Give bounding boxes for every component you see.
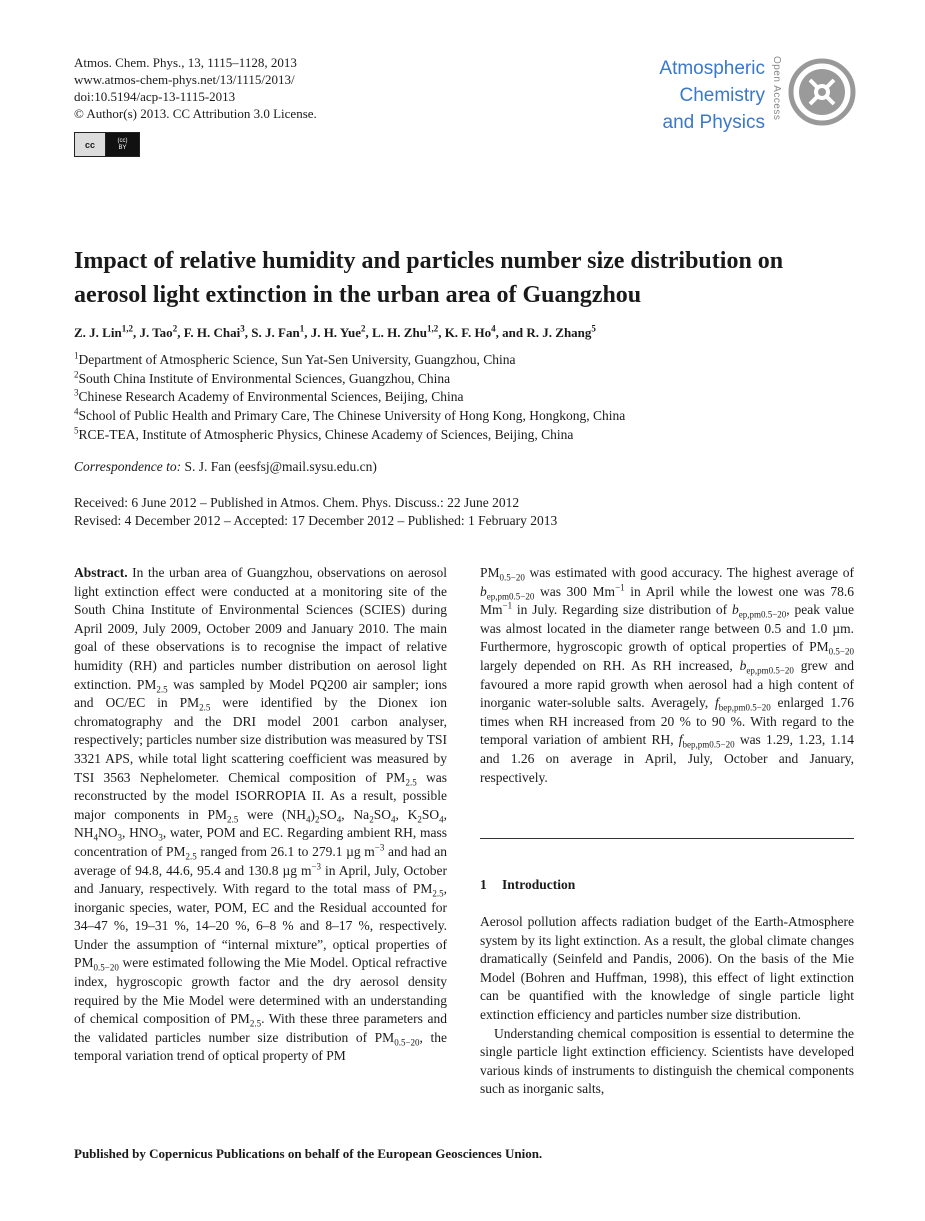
cc-icon: cc [75,133,106,156]
section-divider [480,838,854,839]
affiliation-5: $^5$RCE-TEA, Institute of Atmospheric Physics, Chinese Academy of Sciences, Beijing, China [74,425,574,442]
abstract-label: Abstract. [74,565,128,580]
affiliation-1: $^1$Department of Atmospheric Science, Sun Yat-Sen University, Guangzhou, China [74,350,516,367]
citation: Atmos. Chem. Phys., 13, 1115–1128, 2013 [74,55,297,70]
journal-line-1: Atmospheric [659,58,765,79]
journal-url[interactable]: www.atmos-chem-phys.net/13/1115/2013/ [74,72,295,87]
journal-line-2: Chemistry [679,85,765,106]
correspondence-email[interactable]: S. J. Fan (eesfsj@mail.sysu.edu.cn) [184,459,377,474]
paper-title: Impact of relative humidity and particles number size distribution on aerosol light extinction in the urban area of Guangzhou [74,248,784,308]
journal-name [659,55,765,136]
cc-badge-by: BY [118,144,127,151]
abstract-column-2: $PM_{0.5-20}$ was estimated with good accuracy. The highest average of $b_{ep,pm0.5-20}$ was 300 $Mm^{-1}$ in April while the lowest one was 78.6 $Mm^{-1}$ in July. Regarding size distribution of $b_{ep,pm0.5-20}$, peak value was almost located in the diameter range between 0.5 and 1.0 µm. Furthermore, hygroscopic growth of optical properties of $PM_{0.5-20}$ largely depended on RH. As RH increased, $b_{ep,pm0.5-20}$ grew and favoured a more rapid growth when aerosol had a high content of inorganic water-soluble salts. Averagely, $f_{bep,pm0.5-20}$ enlarged 1.76 times when RH increased from 20 % to 90 %. With regard to the temporal variation of ambient RH, $f_{bep,pm0.5-20}$ was 1.29, 1.23, 1.14 and 1.26 on average in April, July, October and January, respectively. [480,565,855,785]
authors: Z. J. Lin$^{1,2}$, J. Tao$^2$, F. H. Chai$^3$, S. J. Fan$^1$, J. H. Yue$^2$, L. H. Zhu$^{1,2}$, K. F. Ho$^4$, and R. J. Zhang$^5$ [74,323,596,340]
affiliation-3: $^3$Chinese Research Academy of Environmental Sciences, Beijing, China [74,387,464,405]
cc-badge-top: (cc) [117,137,128,144]
citation-header [74,54,317,122]
affiliation-4: $^4$School of Public Health and Primary Care, The Chinese University of Hong Kong, Hongkong, China [74,406,626,424]
license: © Author(s) 2013. CC Attribution 3.0 License. [74,106,317,121]
correspondence: Correspondence to: S. J. Fan (eesfsj@mail.sysu.edu.cn) [74,459,377,474]
affiliations [74,351,625,445]
affiliation-2: $^2$South China Institute of Environmental Sciences, Guangzhou, China [74,369,451,386]
intro-paragraph-2: Understanding chemical composition is essential to determine the single particle light extinction efficiency. Scientists have developed various kinds of instruments to distinguish the chemical components such as inorganic salts, [480,1025,854,1097]
section-heading-introduction: 1 Introduction [480,877,576,892]
journal-line-3: and Physics [662,112,765,133]
publisher-footer: Published by Copernicus Publications on behalf of the European Geosciences Union. [74,1146,543,1161]
open-access-lock-icon [788,58,856,126]
open-access-label: Open Access [771,56,782,121]
publication-dates [74,494,557,530]
received-line: Received: 6 June 2012 – Published in Atmos. Chem. Phys. Discuss.: 22 June 2012 [74,495,520,510]
abstract-column-1: Abstract. In the urban area of Guangzhou, observations on aerosol light extinction effect were conducted at a monitoring site of the South China Institute of Environmental Sciences (SCIES) during April 2009, July 2009, October 2009 and January 2010. The main goal of these observations is to recognise the impact of relative humidity (RH) and particles number distribution on aerosol light extinction. $PM_{2.5}$ was sampled by Model PQ200 air sampler; ions and OC/EC in $PM_{2.5}$ were identified by the Dionex ion chromatography and the DRI model 2001 carbon analyser, respectively; particles number size distribution was measured by TSI 3321 APS, while total light scattering coefficient was measured by TSI 3563 Nephelometer. Chemical composition of $PM_{2.5}$ was reconstructed by the model ISORROPIA II. As a result, possible major components in $PM_{2.5}$ were $(NH_4)_2SO_4$, $Na_2SO_4$, $K_2SO_4$, $NH_4NO_3$, $HNO_3$, water, POM and EC. Regarding ambient RH, mass concentration of $PM_{2.5}$ ranged from 26.1 to 279.1 µg $m^{-3}$ and had an average of 94.8, 44.6, 95.4 and 130.8 µg $m^{-3}$ in April, July, October and January, respectively. With regard to the total mass of $PM_{2.5}$, inorganic species, water, POM, EC and the Residual accounted for 34–47 %, 19–31 %, 14–20 %, 6–8 % and 8–17 %, respectively. Under the assumption of “internal mixture”, optical properties of $PM_{0.5-20}$ were estimated following the Mie Model. Optical refractive index, hygroscopic growth factor and the dry aerosol density required by the Mie Model were determined with an understanding of chemical composition of $PM_{2.5}$. With these three parameters and the validated particles number size distribution of $PM_{0.5-20}$, the temporal variation trend of optical property of PM [74,565,448,1064]
intro-paragraph-1: Aerosol pollution affects radiation budget of the Earth-Atmosphere system by its light extinction. As a result, the global climate changes dramatically (Seinfeld and Pandis, 2006). On the basis of the Mie Model (Bohren and Huffman, 1998), this effect of light extinction can be quantified with the knowledge of single particle light extinction efficiency and particles number size distribution. [480,914,854,1022]
cc-by-badge[interactable] [74,132,140,157]
introduction-text [480,913,854,1099]
doi[interactable]: doi:10.5194/acp-13-1115-2013 [74,89,236,104]
revised-line: Revised: 4 December 2012 – Accepted: 17 December 2012 – Published: 1 February 2013 [74,513,558,528]
